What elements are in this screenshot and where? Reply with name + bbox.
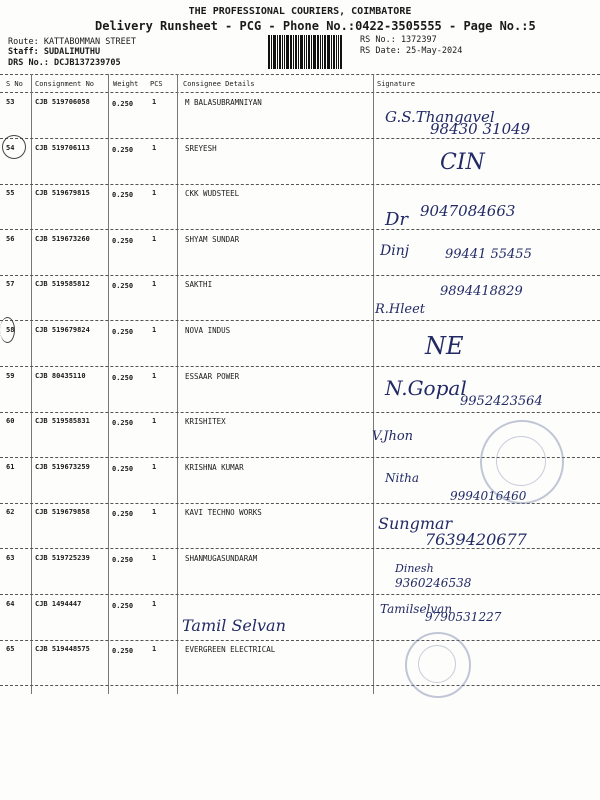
company-seal [405,632,471,698]
row-consignment: CJB 519706113 [35,144,90,152]
row-pcs: 1 [152,144,157,152]
row-signature: R.Hleet [375,302,426,317]
row-pcs: 1 [152,189,157,197]
col-consignee: Consignee Details [183,80,255,88]
row-signature-phone: 9047084663 [420,202,516,220]
row-sno: 54 [6,144,15,152]
row-signature: NE [425,332,464,360]
row-pcs: 1 [152,645,157,653]
row-pcs: 1 [152,235,157,243]
row-consignee: EVERGREEN ELECTRICAL [185,645,276,654]
row-sno: 57 [6,280,15,288]
barcode [268,35,356,69]
col-sno: S No [6,80,23,88]
row-signature: Nitha [385,471,420,485]
row-weight: 0.250 [112,100,134,108]
row-weight: 0.250 [112,602,134,610]
row-signature-phone: 7639420677 [425,530,527,549]
row-sno: 58 [6,326,15,334]
row-signature-phone: 9790531227 [425,610,502,624]
row-consignment: CJB 519679858 [35,508,90,516]
row-pcs: 1 [152,326,157,334]
row-consignee: SHANMUGASUNDARAM [185,554,258,563]
row-consignment: CJB 519706058 [35,98,90,106]
runsheet-title: Delivery Runsheet - PCG - Phone No.:0422-3505555 - Page No.:5 [95,19,536,33]
circle-mark [0,317,15,343]
row-consignee: KAVI TECHNO WORKS [185,508,262,517]
extra-signature: Tamil Selvan [182,616,286,635]
row-consignment: CJB 519725239 [35,554,90,562]
row-signature: Dinesh [395,562,434,575]
row-consignment: CJB 519673259 [35,463,90,471]
staff-label: Staff: SUDALIMUTHU [8,47,101,57]
row-signature-phone: 9360246538 [395,576,472,590]
row-sno: 56 [6,235,15,243]
row-consignment: CJB 519448575 [35,645,90,653]
row-signature: N.Gopal [385,376,467,400]
row-consignment: CJB 519673260 [35,235,90,243]
row-pcs: 1 [152,600,157,608]
row-sno: 64 [6,600,15,608]
row-consignee: CKK WUDSTEEL [185,189,240,198]
row-signature: Dinj [380,243,410,259]
row-weight: 0.250 [112,465,134,473]
row-sno: 65 [6,645,15,653]
row-consignee: KRISHNA KUMAR [185,463,244,472]
row-sno: 59 [6,372,15,380]
row-signature: Dr [385,209,409,230]
row-consignee: SAKTHI [185,280,213,289]
row-consignment: CJB 519585812 [35,280,90,288]
row-sno: 55 [6,189,15,197]
row-pcs: 1 [152,554,157,562]
col-signature: Signature [377,80,415,88]
row-consignment: CJB 1494447 [35,600,82,608]
row-signature: V.Jhon [372,429,414,444]
row-weight: 0.250 [112,374,134,382]
courier-stamp [480,420,564,504]
drs-number: DRS No.: DCJB137239705 [8,58,121,68]
col-consignment: Consignment No [35,80,95,88]
row-sno: 63 [6,554,15,562]
row-pcs: 1 [152,372,157,380]
company-title: THE PROFESSIONAL COURIERS, COIMBATORE [188,6,412,17]
row-consignment: CJB 80435110 [35,372,86,380]
route-label: Route: KATTABOMMAN STREET [8,37,136,47]
row-weight: 0.250 [112,419,134,427]
row-signature-phone: 98430 31049 [430,120,531,138]
row-consignee: SREYESH [185,144,217,153]
rs-number: RS No.: 1372397 [360,35,437,45]
row-sno: 60 [6,417,15,425]
row-weight: 0.250 [112,647,134,655]
row-weight: 0.250 [112,556,134,564]
rs-date: RS Date: 25-May-2024 [360,46,463,56]
row-weight: 0.250 [112,328,134,336]
row-signature: CIN [440,150,485,175]
row-consignment: CJB 519585831 [35,417,90,425]
row-signature-phone: 9894418829 [440,284,523,299]
row-signature: Tamilselvan [380,602,453,616]
row-weight: 0.250 [112,510,134,518]
row-pcs: 1 [152,417,157,425]
circle-mark [2,135,26,159]
row-weight: 0.250 [112,237,134,245]
row-pcs: 1 [152,98,157,106]
row-signature: Sungmar [378,514,453,533]
row-pcs: 1 [152,508,157,516]
row-consignee: ESSAAR POWER [185,372,240,381]
row-sno: 62 [6,508,15,516]
row-signature-phone: 9994016460 [450,489,527,503]
row-consignee: SHYAM SUNDAR [185,235,240,244]
col-weight: Weight [113,80,139,88]
row-consignee: M BALASUBRAMNIYAN [185,98,262,107]
row-pcs: 1 [152,280,157,288]
row-weight: 0.250 [112,282,134,290]
row-weight: 0.250 [112,146,134,154]
row-consignee: KRISHITEX [185,417,226,426]
row-signature-phone: 9952423564 [460,394,543,409]
row-pcs: 1 [152,463,157,471]
col-pcs: PCS [150,80,163,88]
row-consignment: CJB 519679815 [35,189,90,197]
row-signature-phone: 99441 55455 [445,247,532,262]
row-consignee: NOVA INDUS [185,326,231,335]
row-consignment: CJB 519679824 [35,326,90,334]
row-sno: 53 [6,98,15,106]
row-weight: 0.250 [112,191,134,199]
row-sno: 61 [6,463,15,471]
row-signature: G.S.Thangavel [385,108,495,126]
